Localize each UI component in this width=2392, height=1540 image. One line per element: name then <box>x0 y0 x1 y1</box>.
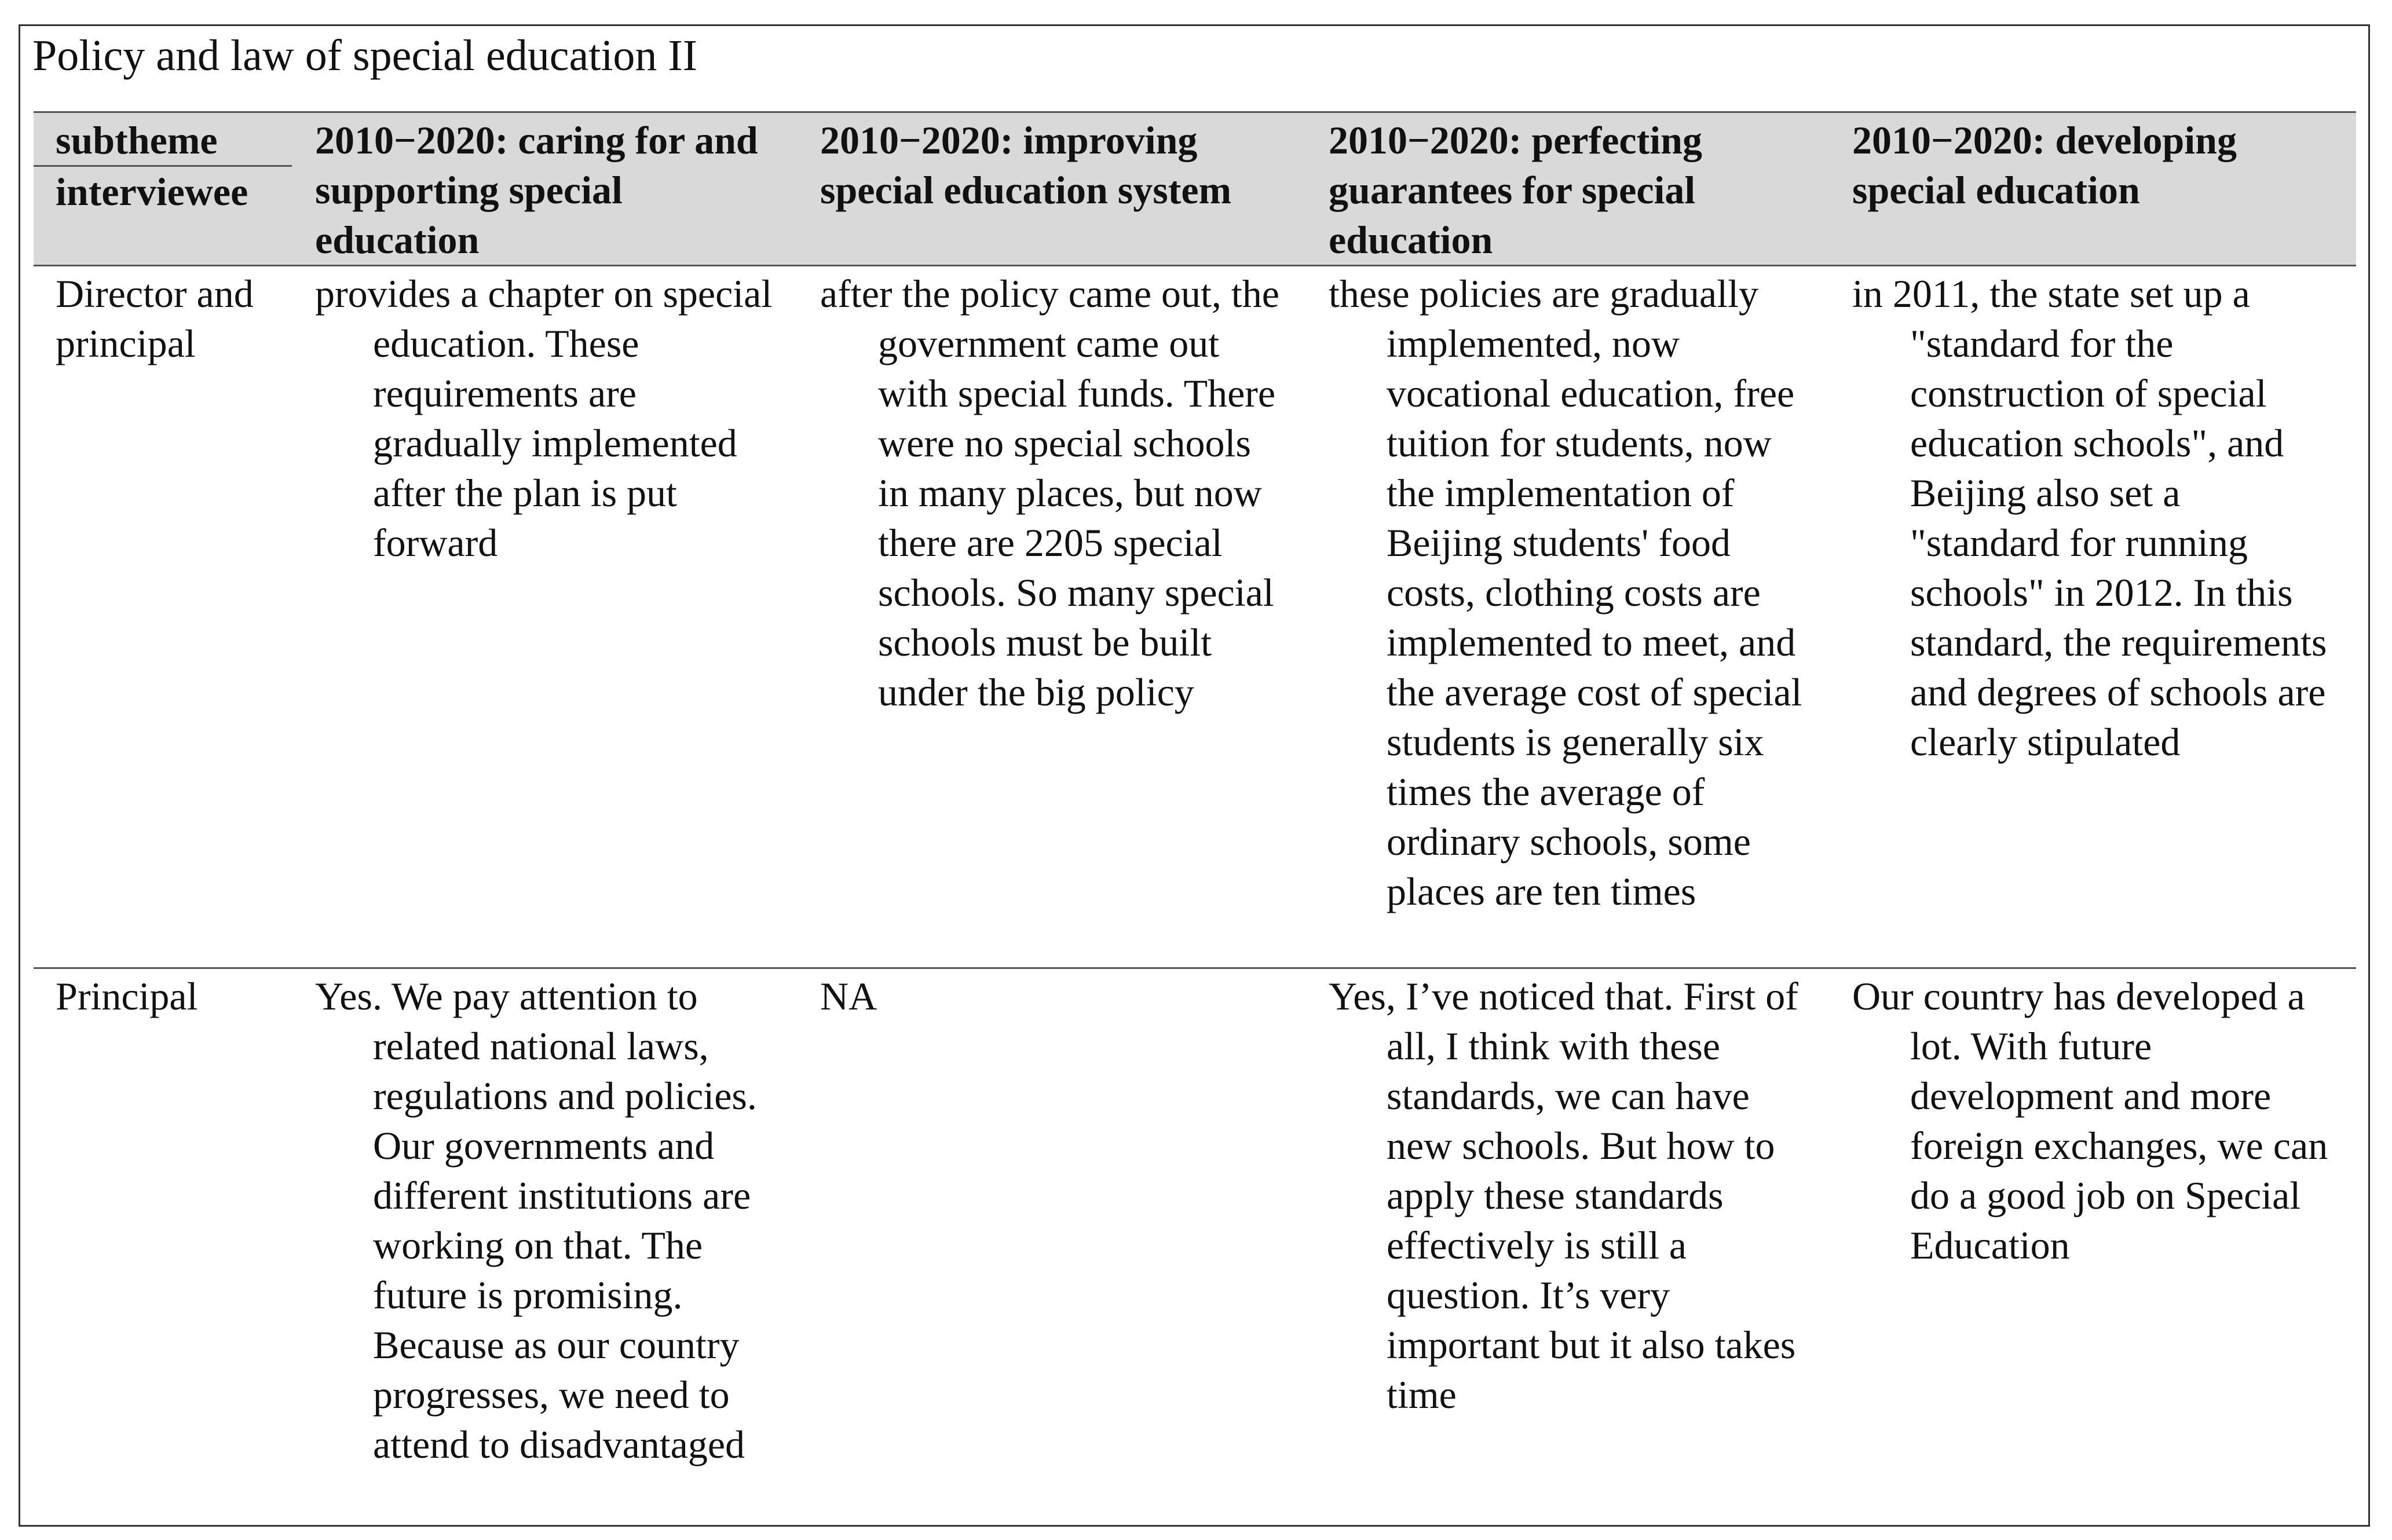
table-cell <box>797 266 1305 968</box>
corner-header <box>34 112 292 266</box>
interviewee-cell: Principal <box>56 974 198 1018</box>
interviewee-cell: Director and principal <box>34 266 292 968</box>
table-cell <box>1305 266 1829 968</box>
header-row <box>34 112 2356 266</box>
column-header: 2010−2020: improving special education system <box>797 112 1305 266</box>
column-header: 2010−2020: developing special education <box>1829 112 2356 266</box>
table-title: Policy and law of special education II <box>32 31 698 80</box>
table-cell <box>292 266 797 968</box>
column-header: 2010−2020: caring for and supporting special education <box>292 112 797 266</box>
cell-text: Yes. We pay attention to related national laws, regulations and policies. Our governments and different institutions are working on that. The future is promising. Because as our country progresses, we need to attend to disadvantaged <box>315 974 757 1466</box>
cell-text: after the policy came out, the government came out with special funds. There were no special schools in many places, but now there are 2205 special schools. So many special schools must be built under the big policy <box>820 272 1279 714</box>
cell-text: these policies are gradually implemented, now vocational education, free tuition for students, now the implementation of Beijing students' food costs, clothing costs are implemented to meet, and the average cost of special students is generally six times the average of ordinary schools, some places are ten times <box>1329 272 1802 913</box>
cell-text: Our country has developed a lot. With future development and more foreign exchanges, we can do a good job on Special Education <box>1852 974 2328 1267</box>
table-row <box>34 266 2356 968</box>
table-cell <box>1829 968 2356 1539</box>
cell-text: Yes, I’ve noticed that. First of all, I think with these standards, we can have new schools. But how to apply these standards effectively is still a question. It’s very important but it also takes time <box>1329 974 1798 1417</box>
table-cell <box>1829 266 2356 968</box>
column-header: 2010−2020: perfecting guarantees for special education <box>1305 112 1829 266</box>
cell-text: provides a chapter on special education. These requirements are gradually implemented after the plan is put forward <box>315 272 773 565</box>
table-row <box>34 968 2356 1539</box>
policy-table <box>34 111 2356 1539</box>
table-cell <box>1305 968 1829 1539</box>
table-cell <box>797 968 1305 1539</box>
interviewee-label: interviewee <box>56 170 248 214</box>
table-cell <box>292 968 797 1539</box>
cell-text: NA <box>820 974 877 1018</box>
cell-text: in 2011, the state set up a "standard for the construction of special education schools", and Beijing also set a "standard for running schools" in 2012. In this standard, the requirements and degrees of schools are clearly stipulated <box>1852 272 2327 764</box>
subtheme-label: subtheme <box>34 115 292 167</box>
